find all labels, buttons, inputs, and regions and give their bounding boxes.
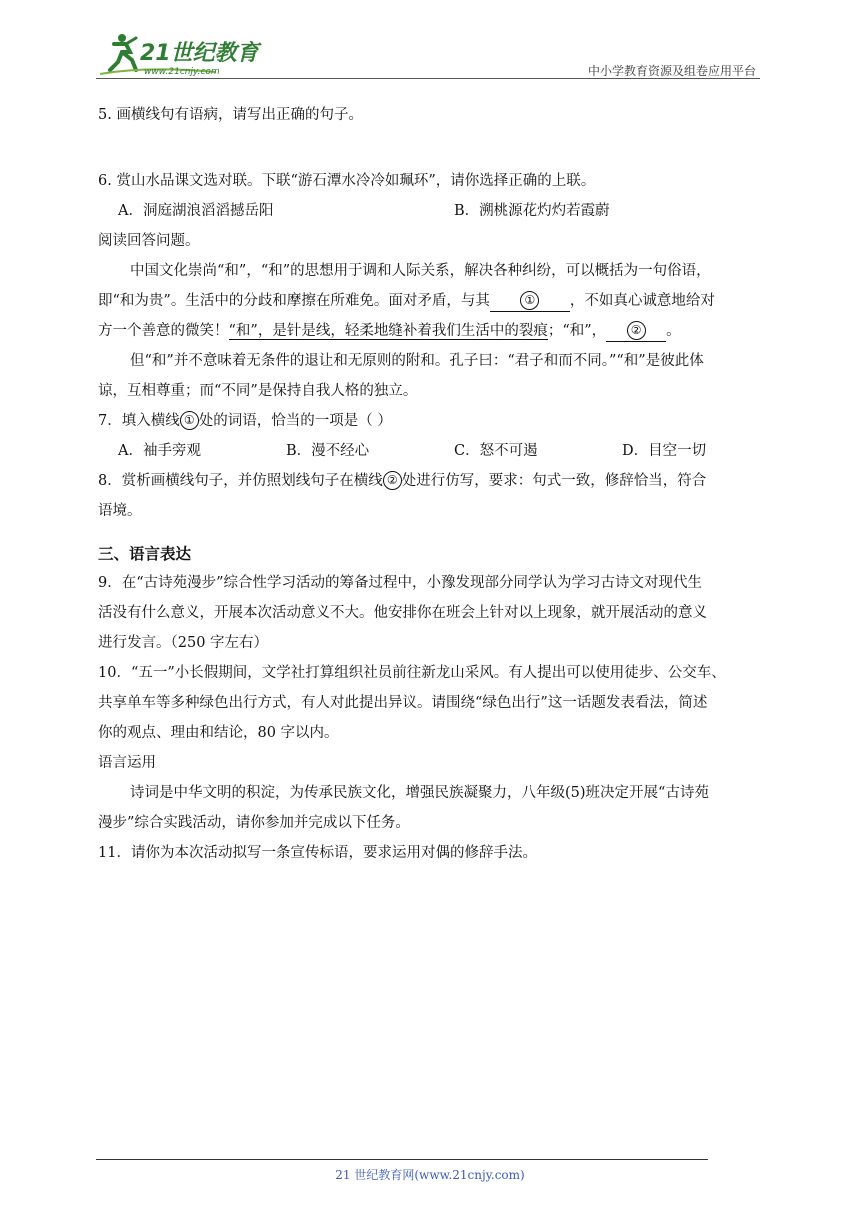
- footer-divider: [96, 1159, 708, 1160]
- passage-text: 。: [666, 323, 681, 339]
- document-body: [98, 100, 762, 868]
- passage-line: [98, 286, 762, 316]
- question-text: 8．赏析画横线句子，并仿照划线句子在横线: [98, 473, 383, 489]
- intro-line: 漫步”综合实践活动，请你参加并完成以下任务。: [98, 815, 410, 831]
- passage-text: 即“和为贵”。生活中的分歧和摩擦在所难免。面对矛盾，与其: [98, 293, 490, 309]
- question-7-options: [98, 436, 762, 466]
- header-divider: [96, 78, 760, 79]
- passage-line: 但“和”并不意味着无条件的退让和无原则的附和。孔子曰：“君子和而不同。”“和”是彼此体: [130, 353, 704, 369]
- logo: [96, 30, 276, 78]
- option-d: D．目空一切: [622, 443, 707, 459]
- option-b: B．溯桃源花灼灼若霞蔚: [454, 203, 610, 219]
- passage-text: ；“和”，: [547, 323, 607, 339]
- question-9: 9．在“古诗苑漫步”综合性学习活动的筹备过程中，小豫发现部分同学认为学习古诗文对现代生: [98, 575, 703, 591]
- question-5: 5. 画横线句有语病，请写出正确的句子。: [98, 107, 363, 123]
- passage-line: 中国文化崇尚“和”，“和”的思想用于调和人际关系，解决各种纠纷，可以概括为一句俗语，: [130, 263, 711, 279]
- question-6: 6. 赏山水品课文选对联。下联“游石潭水冷冷如珮环”，请你选择正确的上联。: [98, 173, 596, 189]
- question-8-cont: 语境。: [98, 503, 142, 519]
- option-b: B．漫不经心: [286, 443, 370, 459]
- option-c: C．怒不可遏: [454, 443, 538, 459]
- language-use-label: 语言运用: [98, 755, 156, 771]
- footer-link[interactable]: 21 世纪教育网(www.21cnjy.com): [335, 1168, 525, 1182]
- passage-line: 谅，互相尊重；而“不同”是保持自我人格的独立。: [98, 383, 418, 399]
- section-title: 三、语言表达: [98, 545, 192, 563]
- question-9-cont: 活没有什么意义，开展本次活动意义不大。他安排你在班会上针对以上现象，就开展活动的意义: [98, 605, 707, 621]
- question-11: 11．请你为本次活动拟写一条宣传标语，要求运用对偶的修辞手法。: [98, 845, 537, 861]
- question-text: 7．填入横线: [98, 413, 180, 429]
- header-platform-text: 中小学教育资源及组卷应用平台: [587, 64, 756, 78]
- question-10: 10．“五一”小长假期间，文学社打算组织社员前往新龙山采风。有人提出可以使用徒步、公交车、: [98, 665, 726, 681]
- intro-line: 诗词是中华文明的积淀，为传承民族文化，增强民族凝聚力，八年级(5)班决定开展“古诗苑: [130, 785, 709, 801]
- logo-title: 21世纪教育: [140, 41, 259, 66]
- question-6-options: [98, 196, 762, 226]
- reading-instruction: 阅读回答问题。: [98, 233, 200, 249]
- blank-1-marker: ①: [520, 291, 539, 310]
- circle-marker: ①: [180, 411, 199, 430]
- logo-url: www.21cnjy.com: [144, 67, 220, 77]
- answer-space: [98, 130, 762, 166]
- question-text: 处进行仿写，要求：句式一致，修辞恰当，符合: [401, 473, 707, 489]
- circle-marker: ②: [383, 471, 402, 490]
- question-8: [98, 466, 762, 496]
- passage-text: ，不如真心诚意地给对: [569, 293, 715, 309]
- option-a: A．洞庭湖浪滔滔撼岳阳: [118, 203, 274, 219]
- page-header: [96, 30, 760, 80]
- question-9-cont: 进行发言。（250 字左右）: [98, 635, 269, 651]
- question-text: 处的词语，恰当的一项是（ ）: [198, 413, 392, 429]
- option-a: A．袖手旁观: [118, 443, 201, 459]
- passage-line: [98, 316, 762, 346]
- passage-text: 方一个善意的微笑！: [98, 323, 229, 339]
- blank-2: [606, 321, 666, 342]
- underlined-sentence: “和”，是针是线，轻柔地缝补着我们生活中的裂痕: [228, 323, 548, 339]
- logo-runner-icon: [96, 30, 276, 78]
- question-7: [98, 406, 762, 436]
- question-10-cont: 你的观点、理由和结论，80 字以内。: [98, 725, 339, 741]
- question-10-cont: 共享单车等多种绿色出行方式，有人对此提出异议。请围绕“绿色出行”这一话题发表看法，简述: [98, 695, 708, 711]
- blank-2-marker: ②: [627, 321, 646, 340]
- blank-1: [490, 291, 570, 312]
